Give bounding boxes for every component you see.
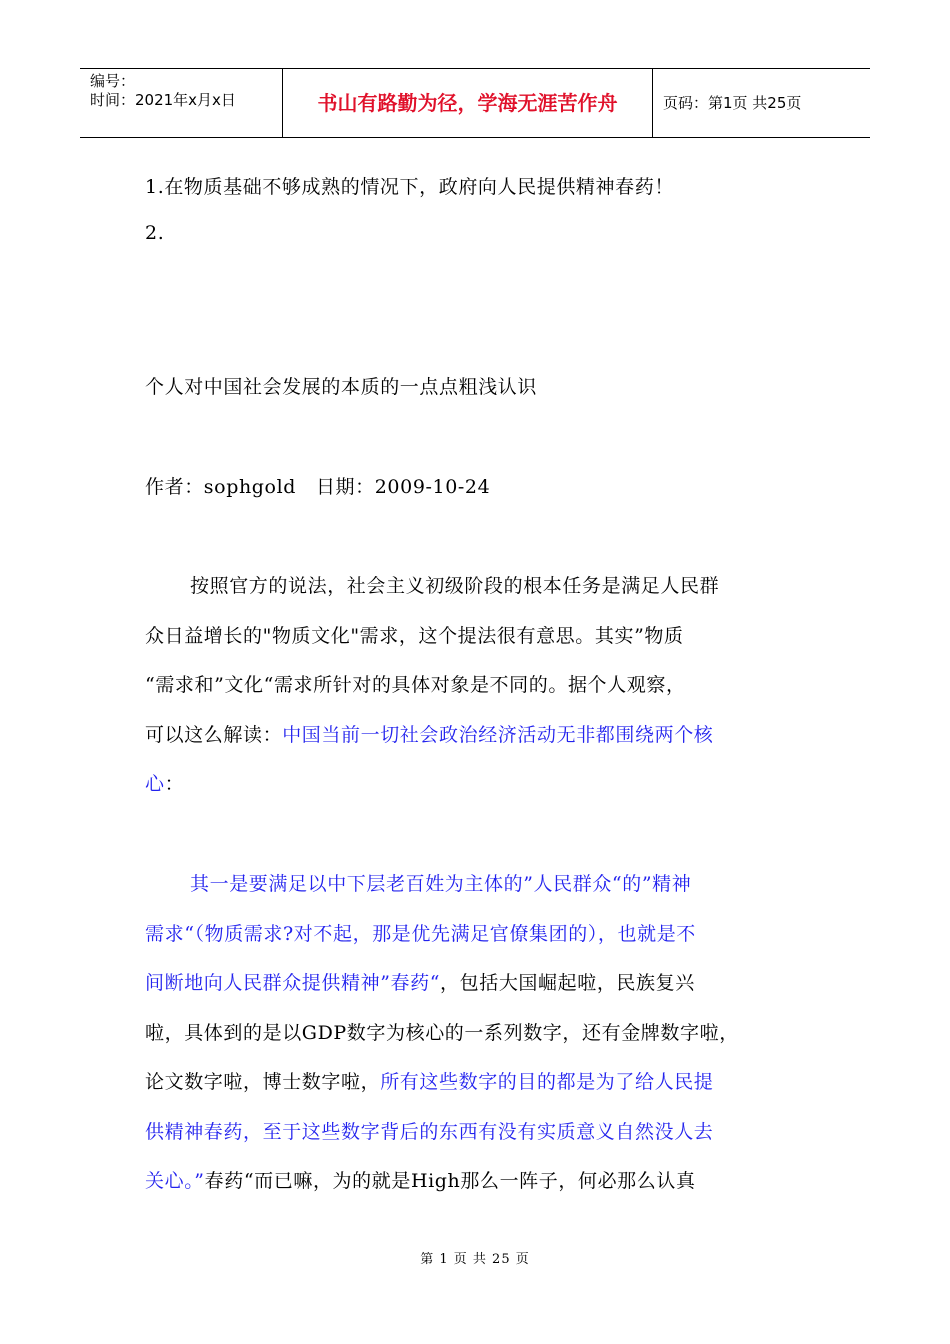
text-segment: 关心。” [145,1170,205,1192]
text-line [190,571,719,598]
text-line [145,1117,713,1144]
page-header [80,68,870,138]
text-line [145,919,696,946]
page-footer: 第 1 页 共 25 页 [420,1252,530,1267]
text-segment: 啦，具体到的是以GDP数字为核心的一系列数字，还有金牌数字啦， [145,1021,739,1044]
text-segment: 需求“（物质需求?对不起，那是优先满足官僚集团的），也就是不 [145,922,696,945]
text-segment: “需求和”文化“需求所针对的具体对象是不同的。据个人观察， [145,674,686,696]
text-segment: 春药“而已嘛，为的就是High那么一阵子，何必那么认真 [204,1170,696,1192]
document-time-label: 时间：2021年x月x日 [90,91,236,109]
list-item-1: 1.在物质基础不够成熟的情况下，政府向人民提供精神春药！ [145,176,674,198]
text-segment: 中国当前一切社会政治经济活动无非都围绕两个核 [282,723,714,746]
text-line [145,1018,739,1045]
text-segment: ： [164,773,185,795]
document-number-label: 编号： [90,72,136,90]
text-segment: ，包括大国崛起啦，民族复兴 [440,972,695,994]
text-line [145,769,184,796]
text-segment: 可以这么解读： [145,723,283,746]
text-segment: 众日益增长的"物质文化"需求，这个提法很有意思。其实”物质 [145,624,684,647]
text-line [145,621,684,648]
text-segment: 其一是要满足以中下层老百姓为主体的”人民群众“的”精神 [190,873,692,895]
text-line [145,1166,696,1193]
article-byline: 作者：sophgold 日期：2009-10-24 [145,476,491,498]
text-line [190,869,691,896]
text-segment: 按照官方的说法，社会主义初级阶段的根本任务是满足人民群 [190,575,720,597]
header-page-info: 页码：第1页 共25页 [663,94,802,112]
text-segment: 论文数字啦，博士数字啦， [145,1071,381,1093]
text-segment: 心 [145,773,165,795]
text-segment: 所有这些数字的目的都是为了给人民提 [380,1071,714,1093]
text-line [145,720,713,747]
text-line [145,670,686,697]
header-motto: 书山有路勤为径，学海无涯苦作舟 [282,69,653,137]
text-line [145,968,695,995]
header-meta [80,69,280,137]
text-segment: 间断地向人民群众提供精神”春药“ [145,972,441,994]
text-line [145,1067,713,1094]
list-item-2: 2. [145,222,165,244]
article-title: 个人对中国社会发展的本质的一点点粗浅认识 [145,376,538,398]
text-segment: 供精神春药，至于这些数字背后的东西有没有实质意义自然没人去 [145,1120,714,1143]
